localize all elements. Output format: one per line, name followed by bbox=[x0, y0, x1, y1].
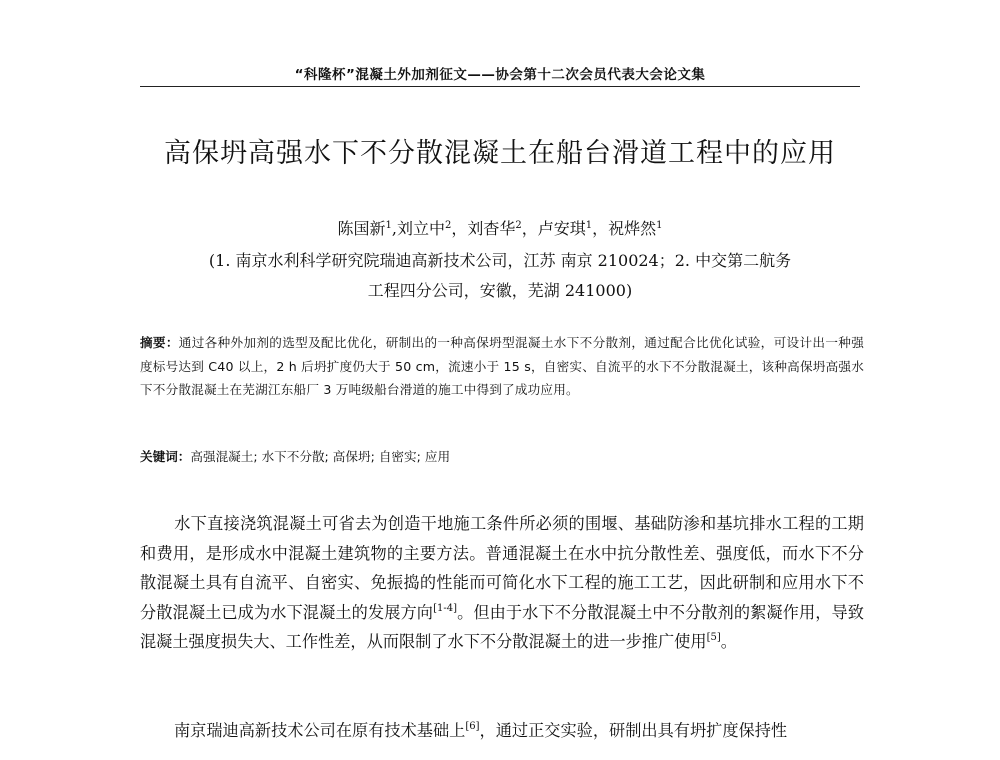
paper-title: 高保坍高强水下不分散混凝土在船台滑道工程中的应用 bbox=[164, 138, 836, 169]
header-rule bbox=[140, 86, 860, 87]
paragraph-text: ，通过正交实验，研制出具有坍扩度保持性 bbox=[479, 721, 788, 740]
paragraph-text: 水下直接浇筑混凝土可省去为创造干地施工条件所必须的围堰、基础防渗和基坑排水工程的工期和费用，是形成水中混凝土建筑物的主要方法。普通混凝土在水中抗分散性差、强度低，而水下不分散混凝土具有自流平、自密实、免振捣的性能而可简化水下工程的施工工艺，因此研制和应用水下不分散混凝土已成为水下混凝土的发展方向 bbox=[140, 514, 864, 622]
affiliation-line-2: 工程四分公司，安徽，芜湖 241000) bbox=[367, 281, 633, 300]
citation-ref: [5] bbox=[706, 632, 721, 643]
author-separator: ， bbox=[521, 219, 538, 238]
author-affiliation-mark: 1 bbox=[656, 220, 663, 231]
body-paragraph-2 bbox=[140, 716, 864, 746]
running-header: “科隆杯”混凝土外加剂征文——协会第十二次会员代表大会论文集 bbox=[294, 67, 706, 83]
author-name: 陈国新 bbox=[337, 219, 386, 238]
author-name: 祝烨然 bbox=[608, 219, 657, 238]
keywords bbox=[140, 448, 864, 466]
paragraph-text: 南京瑞迪高新技术公司在原有技术基础上 bbox=[174, 721, 466, 740]
paragraph-text: 。 bbox=[720, 632, 737, 651]
author-affiliation-mark: 1 bbox=[585, 220, 593, 231]
author-affiliation-mark: 2 bbox=[515, 220, 522, 231]
author-name: 刘杳华 bbox=[467, 219, 516, 238]
keywords-label: 关键词： bbox=[140, 449, 191, 464]
author-affiliation-mark: 2 bbox=[444, 220, 452, 231]
abstract-label: 摘要： bbox=[140, 335, 179, 350]
abstract-text: 通过各种外加剂的选型及配比优化，研制出的一种高保坍型混凝土水下不分散剂，通过配合比优化试验，可设计出一种强度标号达到 C40 以上，2 h 后坍扩度仍大于 50 cm，流速小于 15 s，自密实、自流平的水下不分散混凝土，该种高保坍高强水下不分散混凝土在芜湖江东船厂 3 万吨级船台滑道的施工中得到了成功应用。 bbox=[140, 335, 864, 398]
abstract bbox=[140, 331, 864, 402]
author-list bbox=[100, 216, 900, 239]
body-paragraph-1 bbox=[140, 509, 864, 657]
citation-ref: [6] bbox=[465, 721, 480, 732]
author-separator: ， bbox=[451, 219, 468, 238]
author-affiliation-mark: 1 bbox=[385, 220, 392, 231]
paragraph-text: 。但由于水下不分散混凝土中不分散剂的絮凝作用，导致混凝土强度损失大、工作性差，从而限制了水下不分散混凝土的进一步推广使用 bbox=[140, 602, 864, 651]
author-name: 刘立中 bbox=[396, 219, 445, 238]
author-name: 卢安琪 bbox=[537, 219, 586, 238]
author-separator: , bbox=[391, 219, 397, 238]
keywords-text: 高强混凝土; 水下不分散; 高保坍; 自密实; 应用 bbox=[190, 449, 451, 464]
affiliation-line-1: (1. 南京水利科学研究院瑞迪高新技术公司，江苏 南京 210024；2. 中交第二航务 bbox=[208, 251, 792, 270]
citation-ref: [1-4] bbox=[433, 602, 457, 614]
author-separator: ， bbox=[592, 219, 609, 238]
